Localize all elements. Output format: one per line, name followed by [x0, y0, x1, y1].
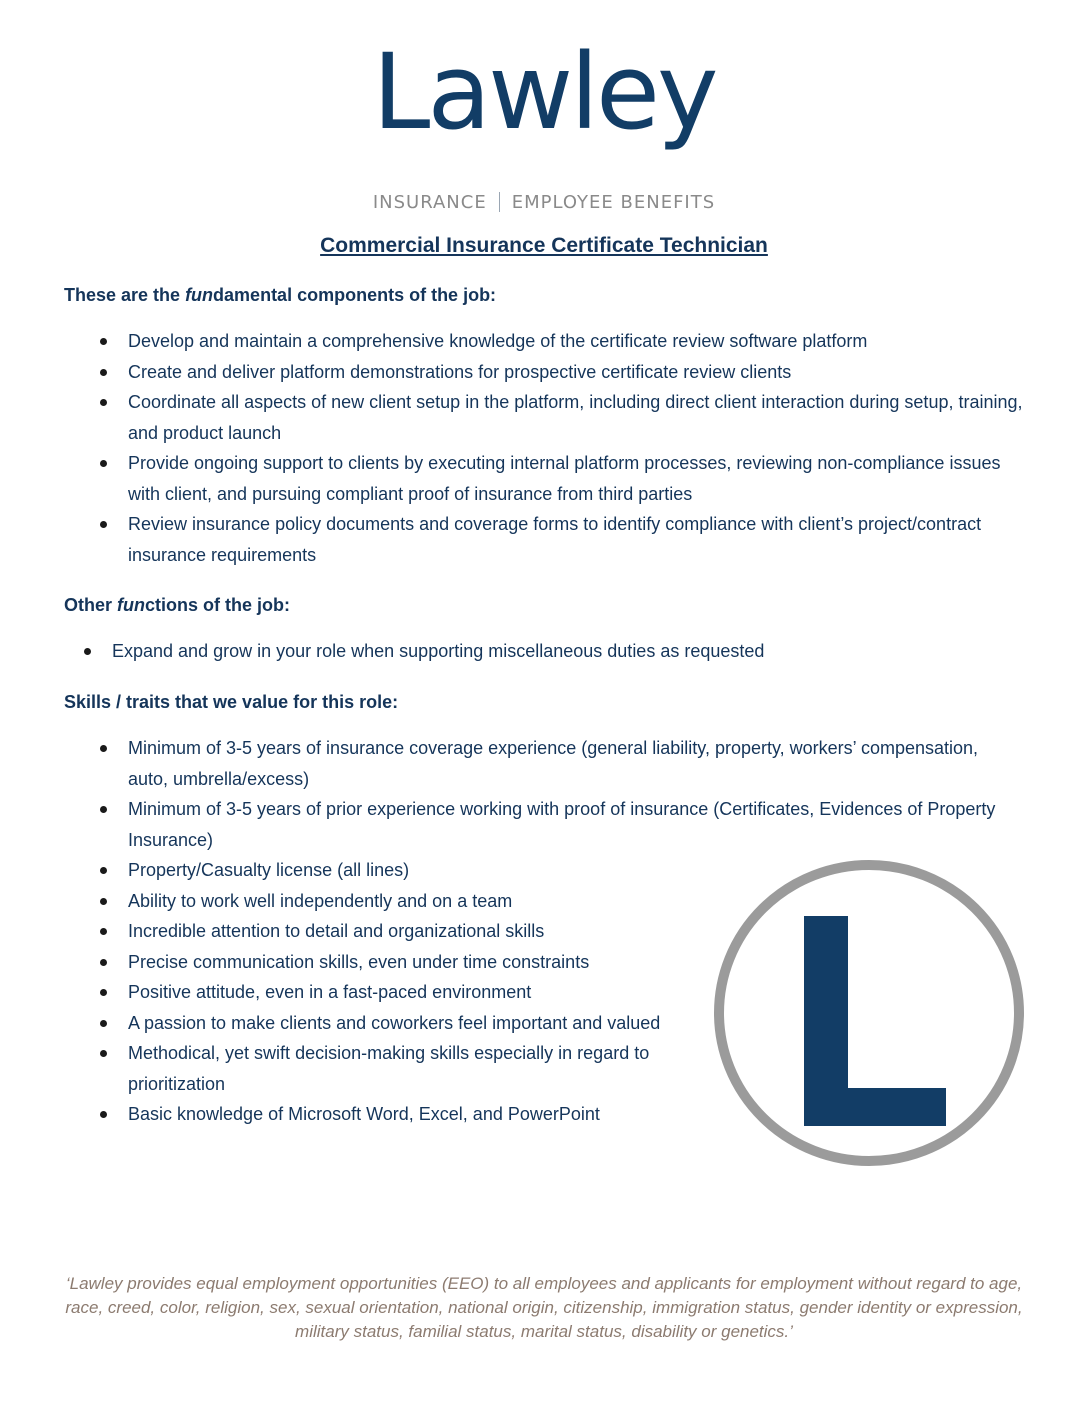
list-item: Develop and maintain a comprehensive knowledge of the certificate review software platform	[96, 326, 1036, 357]
heading-pre: These are the	[64, 285, 186, 305]
list-item: Precise communication skills, even under time constraints	[96, 947, 1016, 978]
other-functions-list	[80, 636, 1040, 667]
list-item: Basic knowledge of Microsoft Word, Excel, and PowerPoint	[96, 1099, 1016, 1130]
section-heading-skills: Skills / traits that we value for this role:	[64, 692, 399, 712]
heading-post: damental components of the job:	[213, 285, 497, 305]
list-item: Methodical, yet swift decision-making skills especially in regard to prioritization	[96, 1038, 688, 1099]
list-item: Coordinate all aspects of new client setup in the platform, including direct client interaction during setup, training, and product launch	[96, 387, 1036, 448]
list-item: Create and deliver platform demonstrations for prospective certificate review clients	[96, 357, 1036, 388]
heading-post: ctions of the job:	[145, 595, 290, 615]
eeo-statement: ‘Lawley provides equal employment opportunities (EEO) to all employees and applicants for employment without regard to age, race, creed, color, religion, sex, sexual orientation, national origin, citizenship, immigration status, gender identity or expression, military status, familial status, marital status, disability or genetics.’	[65, 1274, 1023, 1341]
logo-tagline	[0, 192, 1088, 213]
list-item: Incredible attention to detail and organizational skills	[96, 916, 1016, 947]
list-item: Expand and grow in your role when supporting miscellaneous duties as requested	[80, 636, 1040, 667]
list-item: Provide ongoing support to clients by executing internal platform processes, reviewing non-compliance issues with client, and pursuing compliant proof of insurance from third parties	[96, 448, 1036, 509]
tagline-divider	[499, 192, 500, 212]
list-item: A passion to make clients and coworkers feel important and valued	[96, 1008, 688, 1039]
list-item: Positive attitude, even in a fast-paced environment	[96, 977, 1016, 1008]
tagline-employee-benefits: EMPLOYEE BENEFITS	[511, 192, 716, 213]
list-item: Minimum of 3-5 years of prior experience working with proof of insurance (Certificates, Evidences of Property Insurance)	[96, 794, 1016, 855]
heading-pre: Other	[64, 595, 118, 615]
list-item: Minimum of 3-5 years of insurance coverage experience (general liability, property, workers’ compensation, auto, umbrella/excess)	[96, 733, 1016, 794]
section-heading-fundamental	[64, 285, 496, 306]
job-title: Commercial Insurance Certificate Technician	[320, 234, 768, 257]
section-heading-other-functions	[64, 595, 290, 616]
list-item: Review insurance policy documents and coverage forms to identify compliance with client’s project/contract insurance requirements	[96, 509, 1036, 570]
list-item: Property/Casualty license (all lines)	[96, 855, 1016, 886]
tagline-insurance: INSURANCE	[372, 192, 487, 213]
list-item: Ability to work well independently and on a team	[96, 886, 1016, 917]
fundamental-components-list	[96, 326, 1036, 570]
company-logo-wordmark: Lawley	[372, 31, 716, 153]
heading-emphasis: fun	[117, 595, 145, 615]
lawley-l-emblem-icon	[712, 858, 1026, 1168]
heading-emphasis: fun	[185, 285, 214, 305]
